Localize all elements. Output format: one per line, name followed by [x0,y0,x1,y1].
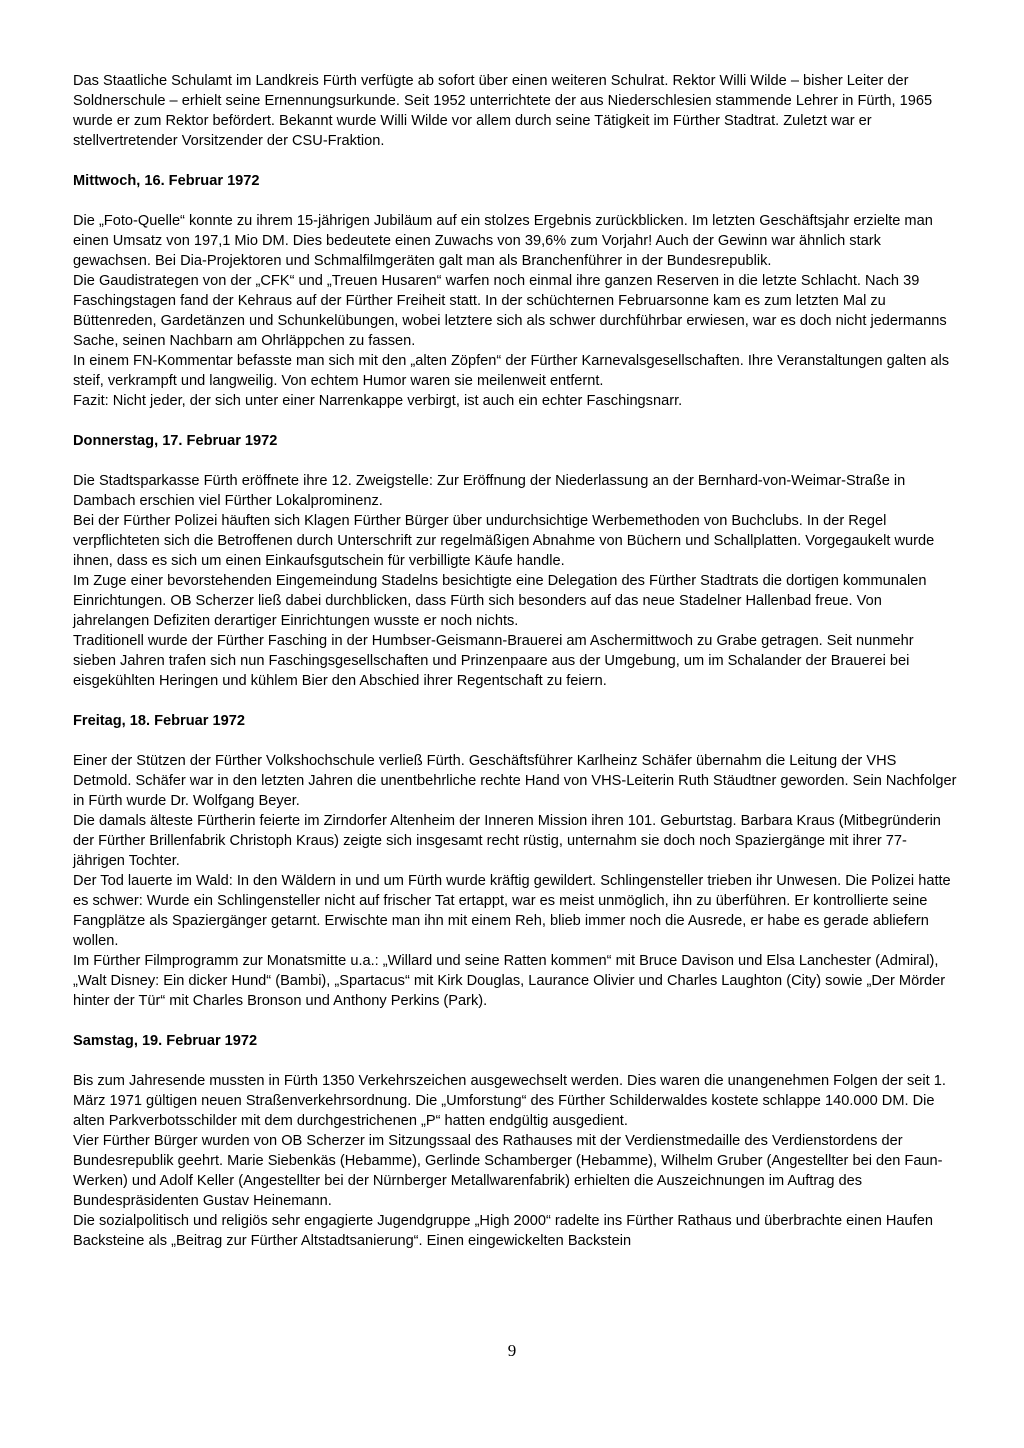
page-number: 9 [507,1341,517,1360]
paragraph: Einer der Stützen der Fürther Volkshochschule verließ Fürth. Geschäftsführer Karlheinz Schäfer übernahm die Leitung der VHS Detmold. Schäfer war in den letzten Jahren die unentbehrliche rechte Hand von VHS-Leiterin Ruth Stäudtner geworden. Sein Nachfolger in Fürth wurde Dr. Wolfgang Beyer. [73,753,957,809]
paragraph: Die damals älteste Fürtherin feierte im Zirndorfer Altenheim der Inneren Mission ihren 101. Geburtstag. Barbara Kraus (Mitbegründerin der Fürther Brillenfabrik Christoph Kraus) zeigte sich insgesamt recht rüstig, unternahm sie doch noch Spaziergänge mit ihrer 77-jährigen Tochter. [73,813,941,869]
section-heading: Mittwoch, 16. Februar 1972 [73,173,260,189]
paragraph: Die Gaudistrategen von der „CFK“ und „Treuen Husaren“ warfen noch einmal ihre ganzen Reserven in die letzte Schlacht. Nach 39 Faschingstagen fand der Kehraus auf der Fürther Freiheit statt. In der schüchternen Februarsonne kam es zum letzten Mal zu Büttenreden, Gardetänzen und Schunkelübungen, wobei letztere sich als schwer durchführbar erwiesen, war es doch nicht jedermanns Sache, seinen Nachbarn am Ohrläppchen zu fassen. [73,273,947,349]
section-heading: Freitag, 18. Februar 1972 [73,713,245,729]
paragraph: Im Zuge einer bevorstehenden Eingemeindung Stadelns besichtigte eine Delegation des Fürther Stadtrats die dortigen kommunalen Einrichtungen. OB Scherzer ließ dabei durchblicken, dass Fürth sich besonders auf das neue Stadelner Hallenbad freue. Von jahrelangen Defiziten derartiger Einrichtungen wusste er noch nichts. [73,573,927,629]
paragraph: Die sozialpolitisch und religiös sehr engagierte Jugendgruppe „High 2000“ radelte ins Fürther Rathaus und überbrachte einen Haufen Backsteine als „Beitrag zur Fürther Altstadtsanierung“. Einen eingewickelten Backstein [73,1213,933,1249]
paragraph: Traditionell wurde der Fürther Fasching in der Humbser-Geismann-Brauerei am Aschermittwoch zu Grabe getragen. Seit nunmehr sieben Jahren trafen sich nun Faschingsgesellschaften und Prinzenpaare aus der Umgebung, um im Schalander der Brauerei bei eisgekühlten Heringen und kühlem Bier den Abschied ihrer Regentschaft zu feiern. [73,633,914,689]
paragraph: Das Staatliche Schulamt im Landkreis Fürth verfügte ab sofort über einen weiteren Schulrat. Rektor Willi Wilde – bisher Leiter der Soldnerschule – erhielt seine Ernennungsurkunde. Seit 1952 unterrichtete der aus Niederschlesien stammende Lehrer in Fürth, 1965 wurde er zum Rektor befördert. Bekannt wurde Willi Wilde vor allem durch seine Tätigkeit im Fürther Stadtrat. Zuletzt war er stellvertretender Vorsitzender der CSU-Fraktion. [73,73,933,149]
paragraph: Bei der Fürther Polizei häuften sich Klagen Fürther Bürger über undurchsichtige Werbemethoden von Buchclubs. In der Regel verpflichteten sich die Betroffenen durch Unterschrift zur regelmäßigen Abnahme von Büchern und Schallplatten. Vorgegaukelt wurde ihnen, dass es sich um einen Einkaufsgutschein für verbilligte Käufe handle. [73,513,935,569]
paragraph: Im Fürther Filmprogramm zur Monatsmitte u.a.: „Willard und seine Ratten kommen“ mit Bruce Davison und Elsa Lanchester (Admiral), „Walt Disney: Ein dicker Hund“ (Bambi), „Spartacus“ mit Kirk Douglas, Laurance Olivier und Charles Laughton (City) sowie „Der Mörder hinter der Tür“ mit Charles Bronson und Anthony Perkins (Park). [73,953,946,1009]
paragraph-block [73,471,957,691]
paragraph-block [73,71,957,151]
paragraph: In einem FN-Kommentar befasste man sich mit den „alten Zöpfen“ der Fürther Karnevalsgesellschaften. Ihre Veranstaltungen galten als steif, verkrampft und langweilig. Von echtem Humor waren sie meilenweit entfernt. [73,353,950,389]
paragraph: Der Tod lauerte im Wald: In den Wäldern in und um Fürth wurde kräftig gewildert. Schlingensteller trieben ihr Unwesen. Die Polizei hatte es schwer: Wurde ein Schlingensteller nicht auf frischer Tat ertappt, war es meist unmöglich, ihn zu überführen. Er kontrollierte seine Fangplätze als Spaziergänger getarnt. Erwischte man ihn mit einem Reh, blieb immer noch die Ausrede, er habe es gerade abliefern wollen. [73,873,951,949]
section-heading: Donnerstag, 17. Februar 1972 [73,433,278,449]
paragraph-block [73,1071,957,1251]
paragraph: Die Stadtsparkasse Fürth eröffnete ihre 12. Zweigstelle: Zur Eröffnung der Niederlassung an der Bernhard-von-Weimar-Straße in Dambach erschien viel Fürther Lokalprominenz. [73,473,906,509]
paragraph-block [73,751,957,1011]
paragraph-block [73,211,957,411]
paragraph: Bis zum Jahresende mussten in Fürth 1350 Verkehrszeichen ausgewechselt werden. Dies waren die unangenehmen Folgen der seit 1. März 1971 gültigen neuen Straßenverkehrsordnung. Die „Umforstung“ des Fürther Schilderwaldes kostete schlappe 140.000 DM. Die alten Parkverbotsschilder mit dem durchgestrichenen „P“ hatten endgültig ausgedient. [73,1073,946,1129]
paragraph: Die „Foto-Quelle“ konnte zu ihrem 15-jährigen Jubiläum auf ein stolzes Ergebnis zurückblicken. Im letzten Geschäftsjahr erzielte man einen Umsatz von 197,1 Mio DM. Dies bedeutete einen Zuwachs von 39,6% zum Vorjahr! Auch der Gewinn war ähnlich stark gewachsen. Bei Dia-Projektoren und Schmalfilmgeräten galt man als Branchenführer in der Bundesrepublik. [73,213,933,269]
paragraph: Fazit: Nicht jeder, der sich unter einer Narrenkappe verbirgt, ist auch ein echter Faschingsnarr. [73,393,683,409]
paragraph: Vier Fürther Bürger wurden von OB Scherzer im Sitzungssaal des Rathauses mit der Verdienstmedaille des Verdienstordens der Bundesrepublik geehrt. Marie Siebenkäs (Hebamme), Gerlinde Schamberger (Hebamme), Wilhelm Gruber (Angestellter bei den Faun-Werken) und Adolf Keller (Angestellter bei der Nürnberger Metallwarenfabrik) erhielten die Auszeichnungen im Auftrag des Bundespräsidenten Gustav Heinemann. [73,1133,943,1209]
page-footer [0,1341,1024,1361]
section-heading: Samstag, 19. Februar 1972 [73,1033,258,1049]
document-body [73,71,957,1251]
